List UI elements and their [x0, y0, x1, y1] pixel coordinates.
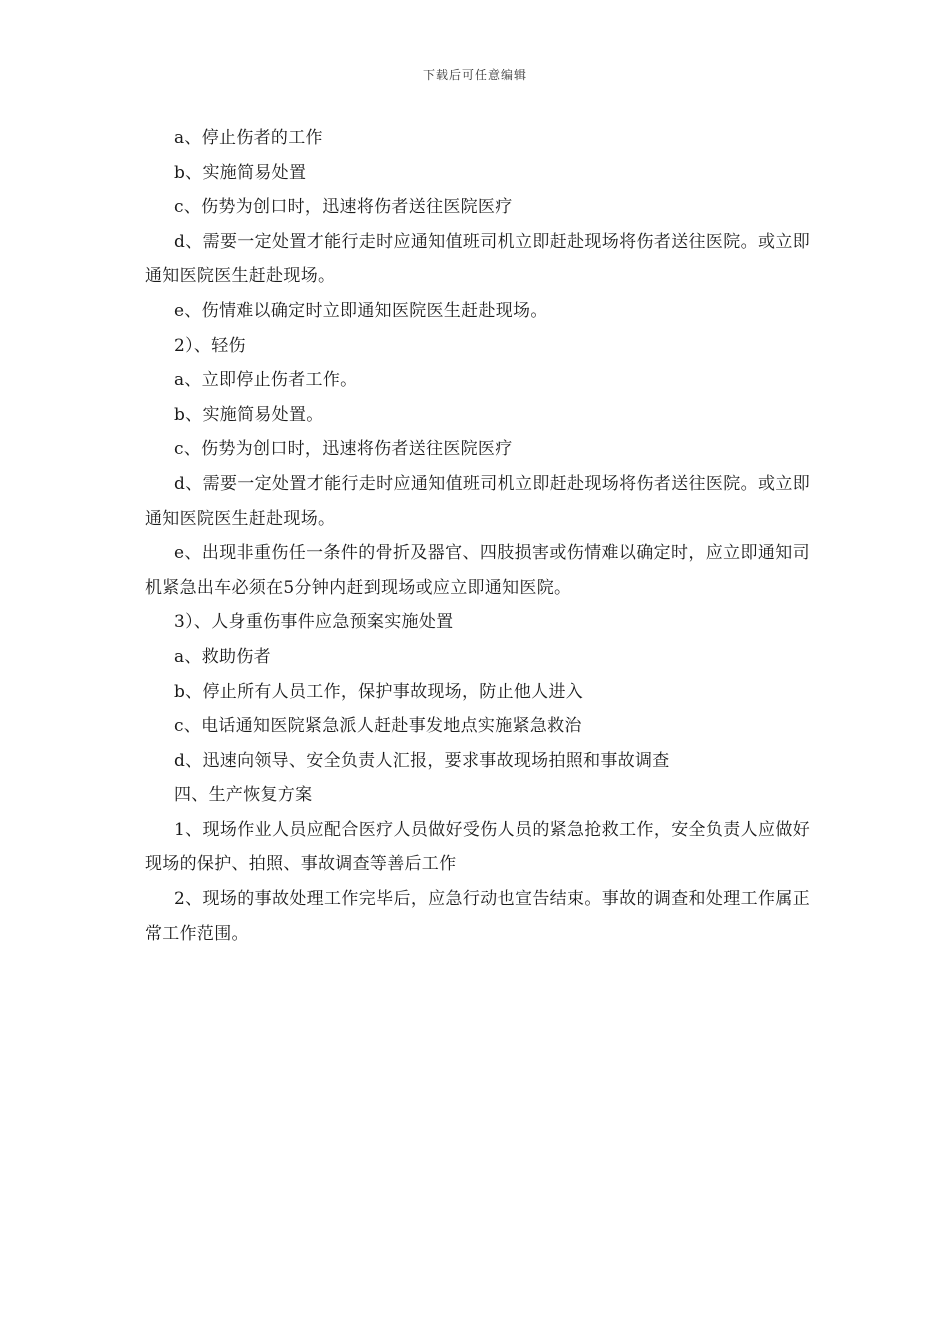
section-heading-recovery-plan: 四、生产恢复方案: [174, 785, 313, 806]
paragraph-b-protect-scene: b、停止所有人员工作，保护事故现场，防止他人进入: [174, 681, 584, 702]
paragraph-d-driver-notify-minor: d、需要一定处置才能行走时应通知值班司机立即赶赴现场将伤者送往医院。或立即通知医院医生赶赴现场。: [145, 473, 810, 529]
document-body: [145, 121, 810, 951]
paragraph-1-rescue-cooperation: 1、现场作业人员应配合医疗人员做好受伤人员的紧急抢救工作，安全负责人应做好现场的保护、拍照、事故调查等善后工作: [145, 819, 810, 875]
paragraph-c-call-hospital: c、电话通知医院紧急派人赶赴事发地点实施紧急救治: [174, 716, 582, 737]
paragraph-b-simple-treatment-minor: b、实施简易处置。: [174, 404, 324, 425]
paragraph-e-fracture-notify: e、出现非重伤任一条件的骨折及器官、四肢损害或伤情难以确定时，应立即通知司机紧急出车必须在5分钟内赶到现场或应立即通知医院。: [145, 543, 810, 598]
paragraph-e-notify-doctor: e、伤情难以确定时立即通知医院医生赶赴现场。: [174, 300, 548, 321]
paragraph-d-driver-notify: d、需要一定处置才能行走时应通知值班司机立即赶赴现场将伤者送往医院。或立即通知医院医生赶赴现场。: [145, 231, 810, 287]
paragraph-a-stop-work-minor: a、立即停止伤者工作。: [174, 370, 358, 391]
paragraph-b-simple-treatment: b、实施简易处置: [174, 162, 307, 183]
section-heading-minor-injury: 2）、轻伤: [174, 335, 246, 356]
paragraph-d-report-leaders: d、迅速向领导、安全负责人汇报，要求事故现场拍照和事故调查: [174, 750, 670, 771]
paragraph-c-wound-hospital-minor: c、伤势为创口时，迅速将伤者送往医院医疗: [174, 439, 513, 460]
paragraph-a-rescue: a、救助伤者: [174, 646, 271, 667]
paragraph-a-stop-work: a、停止伤者的工作: [174, 128, 323, 148]
section-heading-serious-injury: 3）、人身重伤事件应急预案实施处置: [174, 612, 454, 633]
paragraph-c-wound-hospital: c、伤势为创口时，迅速将伤者送往医院医疗: [174, 197, 513, 218]
paragraph-2-conclusion: 2、现场的事故处理工作完毕后，应急行动也宣告结束。事故的调查和处理工作属正常工作范围。: [145, 889, 810, 944]
page-header: 下载后可任意编辑: [422, 68, 527, 82]
